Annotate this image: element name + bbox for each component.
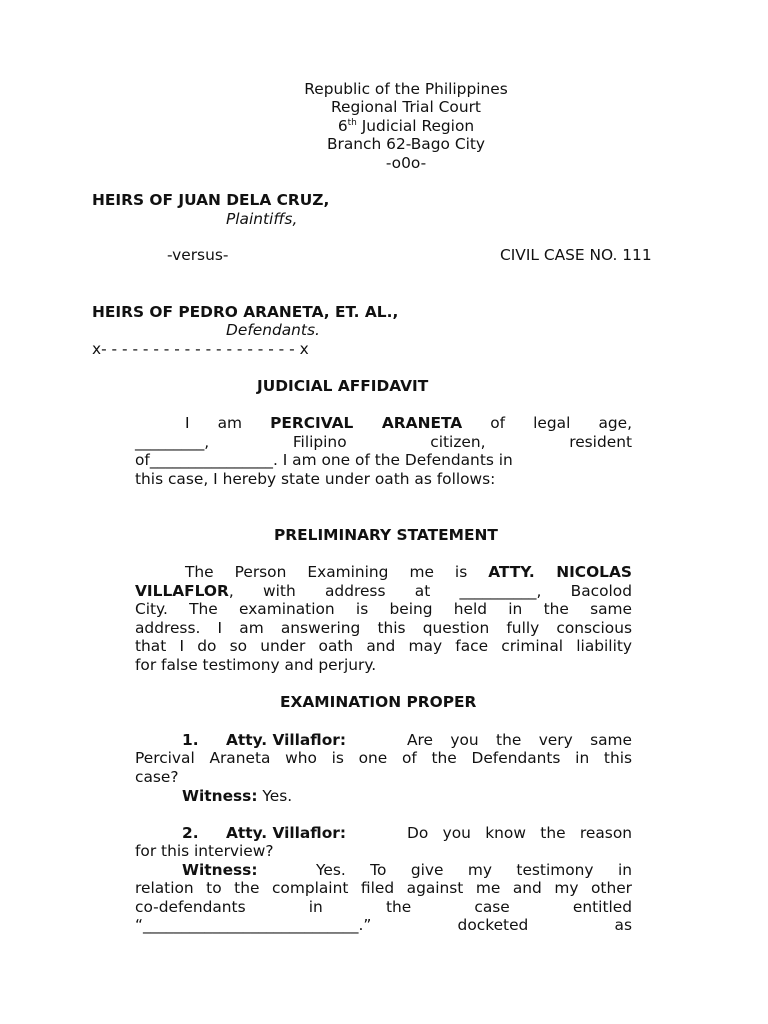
intro-line-3: of________________. I am one of the Defendants in — [135, 451, 513, 469]
answer-2-line-2: relation to the complaint filed against me and my other — [135, 879, 632, 897]
defendants-name: HEIRS OF PEDRO ARANETA, ET. AL., — [92, 303, 399, 321]
question-1-line-3: case? — [135, 768, 179, 786]
answer-1: Witness: Yes. — [182, 787, 293, 805]
header-republic: Republic of the Philippines — [304, 80, 508, 98]
plaintiffs-label: Plaintiffs, — [226, 210, 298, 228]
intro-line-2: _________, Filipino citizen, resident — [135, 433, 632, 451]
preliminary-line-2: VILLAFLOR, with address at __________, Bacolod — [135, 582, 632, 600]
header-branch: Branch 62-Bago City — [326, 135, 485, 153]
answer-2-line-3: co-defendants in the case entitled — [135, 898, 632, 916]
question-1-line-2: Percival Araneta who is one of the Defendants in this — [135, 749, 632, 767]
preliminary-line-6: for false testimony and perjury. — [135, 656, 377, 674]
defendants-label: Defendants. — [226, 321, 320, 339]
answer-2-label: Witness: — [182, 861, 258, 879]
question-1-number: 1. — [182, 731, 199, 749]
preliminary-line-4: address. I am answering this question fully conscious — [135, 619, 632, 637]
answer-2-line-4: “____________________________.” docketed as — [135, 916, 632, 934]
preliminary-line-5: that I do so under oath and may face criminal liability — [135, 637, 632, 655]
preliminary-line-1: The Person Examining me is ATTY. NICOLAS — [185, 563, 632, 581]
header-region: 6th Judicial Region — [337, 117, 475, 135]
examination-heading: EXAMINATION PROPER — [280, 693, 477, 711]
question-2-line-1: Do you know the reason — [407, 824, 632, 842]
header-ornament: -o0o- — [385, 154, 427, 172]
document-title: JUDICIAL AFFIDAVIT — [257, 377, 429, 395]
preliminary-heading: PRELIMINARY STATEMENT — [274, 526, 498, 544]
question-2-examiner: Atty. Villaflor: — [226, 824, 347, 842]
preliminary-line-3: City. The examination is being held in the same — [135, 600, 632, 618]
intro-line-1: I am PERCIVAL ARANETA of legal age, — [185, 414, 633, 432]
plaintiffs-name: HEIRS OF JUAN DELA CRUZ, — [92, 191, 330, 209]
caption-separator: x- - - - - - - - - - - - - - - - - - - x — [92, 340, 309, 358]
answer-2-line-1: Yes. To give my testimony in — [316, 861, 632, 879]
question-2-number: 2. — [182, 824, 199, 842]
header-court: Regional Trial Court — [331, 98, 481, 116]
case-number: CIVIL CASE NO. 111 — [500, 246, 652, 264]
question-2-line-2: for this interview? — [135, 842, 274, 860]
question-1-line-1: Are you the very same — [407, 731, 632, 749]
intro-line-4: this case, I hereby state under oath as follows: — [135, 470, 496, 488]
versus-label: -versus- — [167, 246, 229, 264]
question-1-examiner: Atty. Villaflor: — [226, 731, 347, 749]
